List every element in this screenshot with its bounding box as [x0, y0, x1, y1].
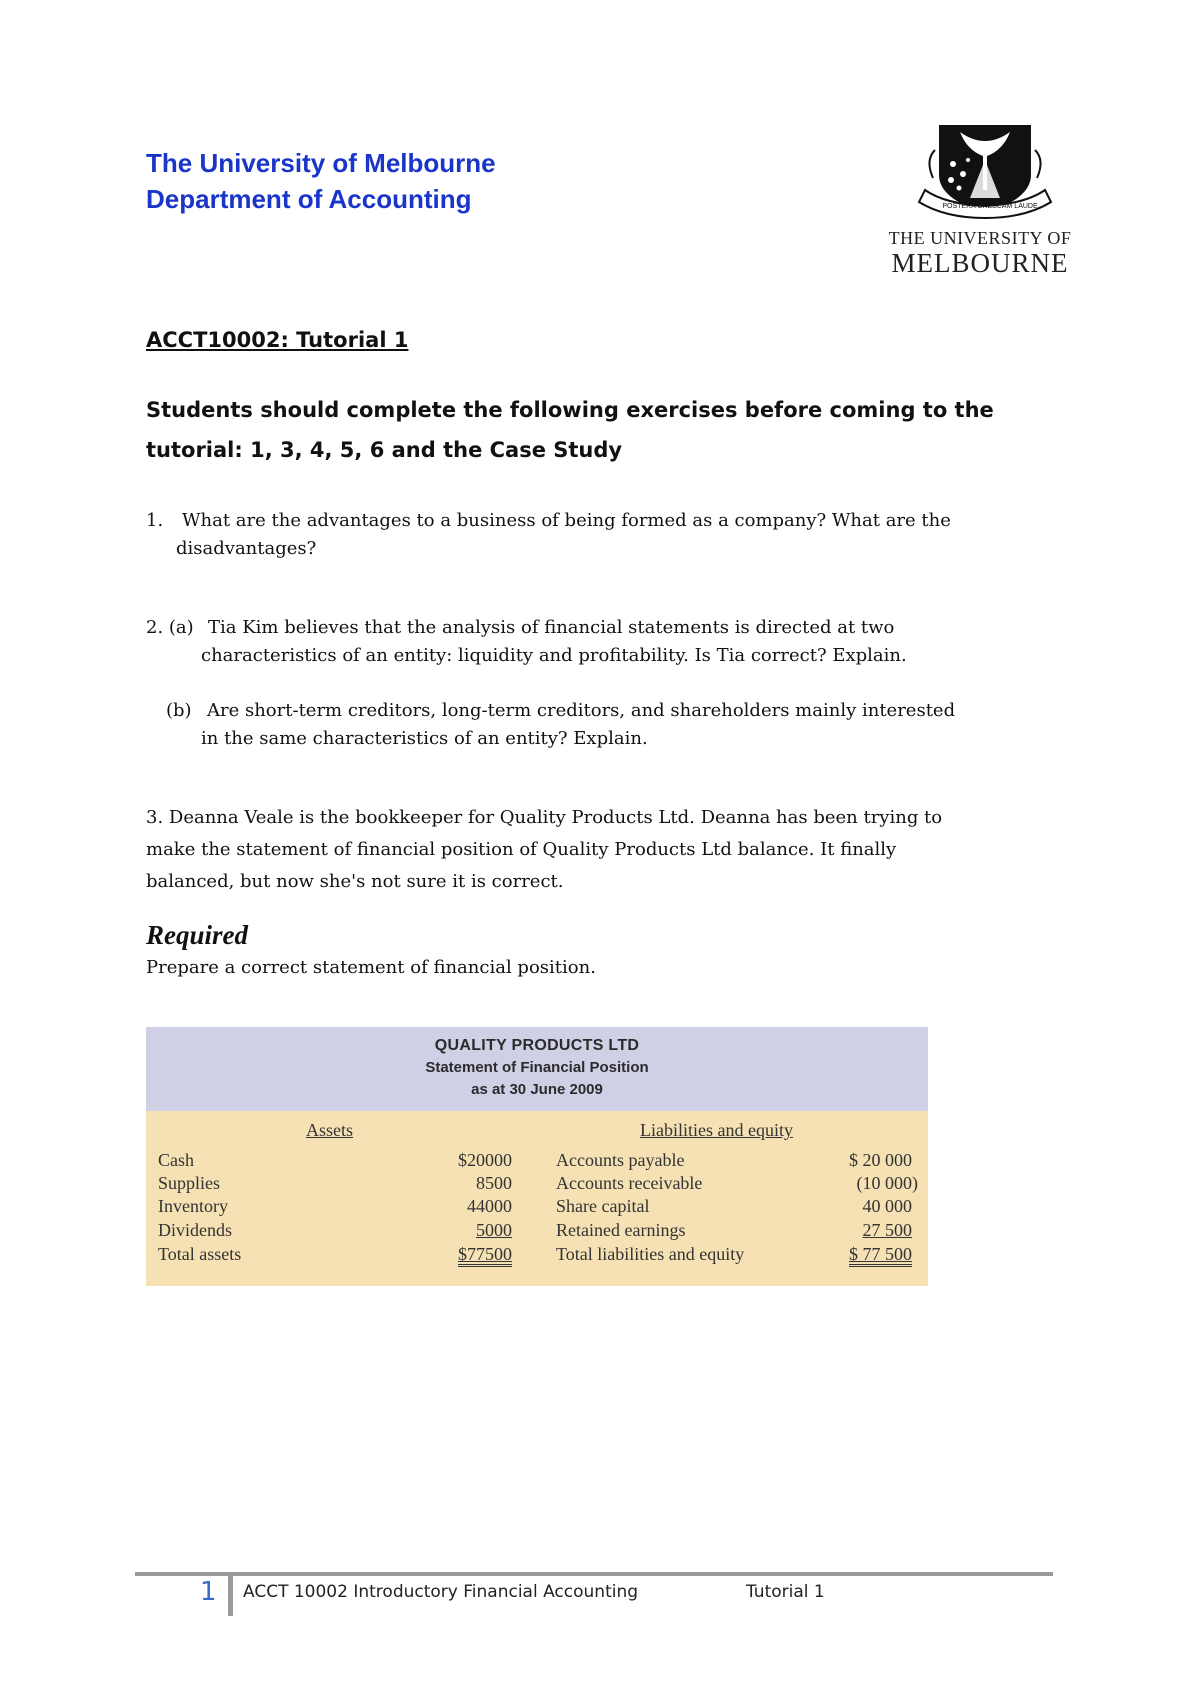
total-assets-value-text: $77500	[458, 1244, 512, 1267]
liability-label: Accounts receivable	[556, 1173, 703, 1193]
statement-body	[146, 1111, 928, 1286]
page-number: 1	[200, 1577, 217, 1607]
asset-label: Dividends	[158, 1220, 232, 1240]
footer-course: ACCT 10002 Introductory Financial Accounting	[243, 1582, 639, 1602]
question-2b-line1: Are short-term creditors, long-term creditors, and shareholders mainly interested	[207, 700, 956, 721]
question-2a-line1: Tia Kim believes that the analysis of financial statements is directed at two	[208, 617, 895, 638]
logo-motto: POSTERA CRESCAM LAUDE	[942, 203, 1038, 210]
statement-date: as at 30 June 2009	[471, 1081, 603, 1098]
question-2b-label: (b)	[166, 700, 192, 721]
statement-company: QUALITY PRODUCTS LTD	[434, 1037, 640, 1054]
required-heading: Required	[146, 920, 249, 950]
total-assets-value	[376, 1243, 512, 1265]
liability-label: Share capital	[556, 1196, 650, 1216]
logo-text-line1: THE UNIVERSITY OF	[888, 228, 1072, 248]
question-1-number: 1.	[146, 510, 164, 531]
department-name: Department of Accounting	[146, 184, 472, 214]
question-1-line2: disadvantages?	[176, 538, 317, 559]
tutorial-title: ACCT10002: Tutorial 1	[146, 328, 409, 352]
asset-value	[376, 1219, 512, 1241]
asset-label: Inventory	[158, 1196, 228, 1216]
asset-label: Cash	[158, 1150, 194, 1170]
liability-value	[766, 1219, 912, 1241]
liabilities-equity-heading: Liabilities and equity	[640, 1120, 793, 1140]
university-name: The University of Melbourne	[146, 148, 496, 178]
asset-value-text: 5000	[476, 1220, 512, 1240]
instructions-line1: Students should complete the following exercises before coming to the	[146, 398, 994, 422]
question-2a-label: 2. (a)	[146, 617, 194, 638]
liability-value: $ 20 000	[849, 1150, 912, 1170]
asset-value: $20000	[458, 1150, 512, 1170]
question-3-line1: 3. Deanna Veale is the bookkeeper for Quality Products Ltd. Deanna has been trying to	[146, 807, 943, 828]
question-2b-line2: in the same characteristics of an entity? Explain.	[201, 728, 648, 749]
total-liabilities-equity-value-text: $ 77 500	[849, 1244, 912, 1267]
statement-header	[146, 1027, 928, 1111]
total-liabilities-equity-value	[766, 1243, 912, 1265]
liability-label: Retained earnings	[556, 1220, 686, 1240]
total-liabilities-equity-label: Total liabilities and equity	[556, 1244, 745, 1264]
liability-value: (10 000)	[856, 1173, 918, 1193]
logo-text-line2: MELBOURNE	[891, 248, 1069, 278]
liability-label: Accounts payable	[556, 1150, 685, 1170]
statement-title: Statement of Financial Position	[425, 1059, 649, 1076]
required-text: Prepare a correct statement of financial position.	[146, 957, 596, 978]
question-1-line1: What are the advantages to a business of being formed as a company? What are the	[182, 510, 951, 531]
statement-of-financial-position	[146, 1027, 928, 1286]
asset-label: Supplies	[158, 1173, 221, 1193]
footer-rule	[135, 1572, 1053, 1576]
total-assets-label: Total assets	[158, 1244, 242, 1264]
instructions-line2: tutorial: 1, 3, 4, 5, 6 and the Case Study	[146, 438, 623, 462]
asset-value: 44000	[467, 1196, 512, 1216]
footer-tutorial: Tutorial 1	[746, 1582, 825, 1602]
question-3-line3: balanced, but now she's not sure it is correct.	[146, 871, 564, 892]
liability-value-text: 27 500	[862, 1220, 912, 1240]
question-2a-line2: characteristics of an entity: liquidity and profitability. Is Tia correct? Explain.	[201, 645, 907, 666]
liability-value: 40 000	[862, 1196, 912, 1216]
assets-heading: Assets	[306, 1120, 354, 1140]
asset-value: 8500	[476, 1173, 512, 1193]
question-3-line2: make the statement of financial position of Quality Products Ltd balance. It finally	[146, 839, 897, 860]
footer-divider	[228, 1572, 233, 1616]
